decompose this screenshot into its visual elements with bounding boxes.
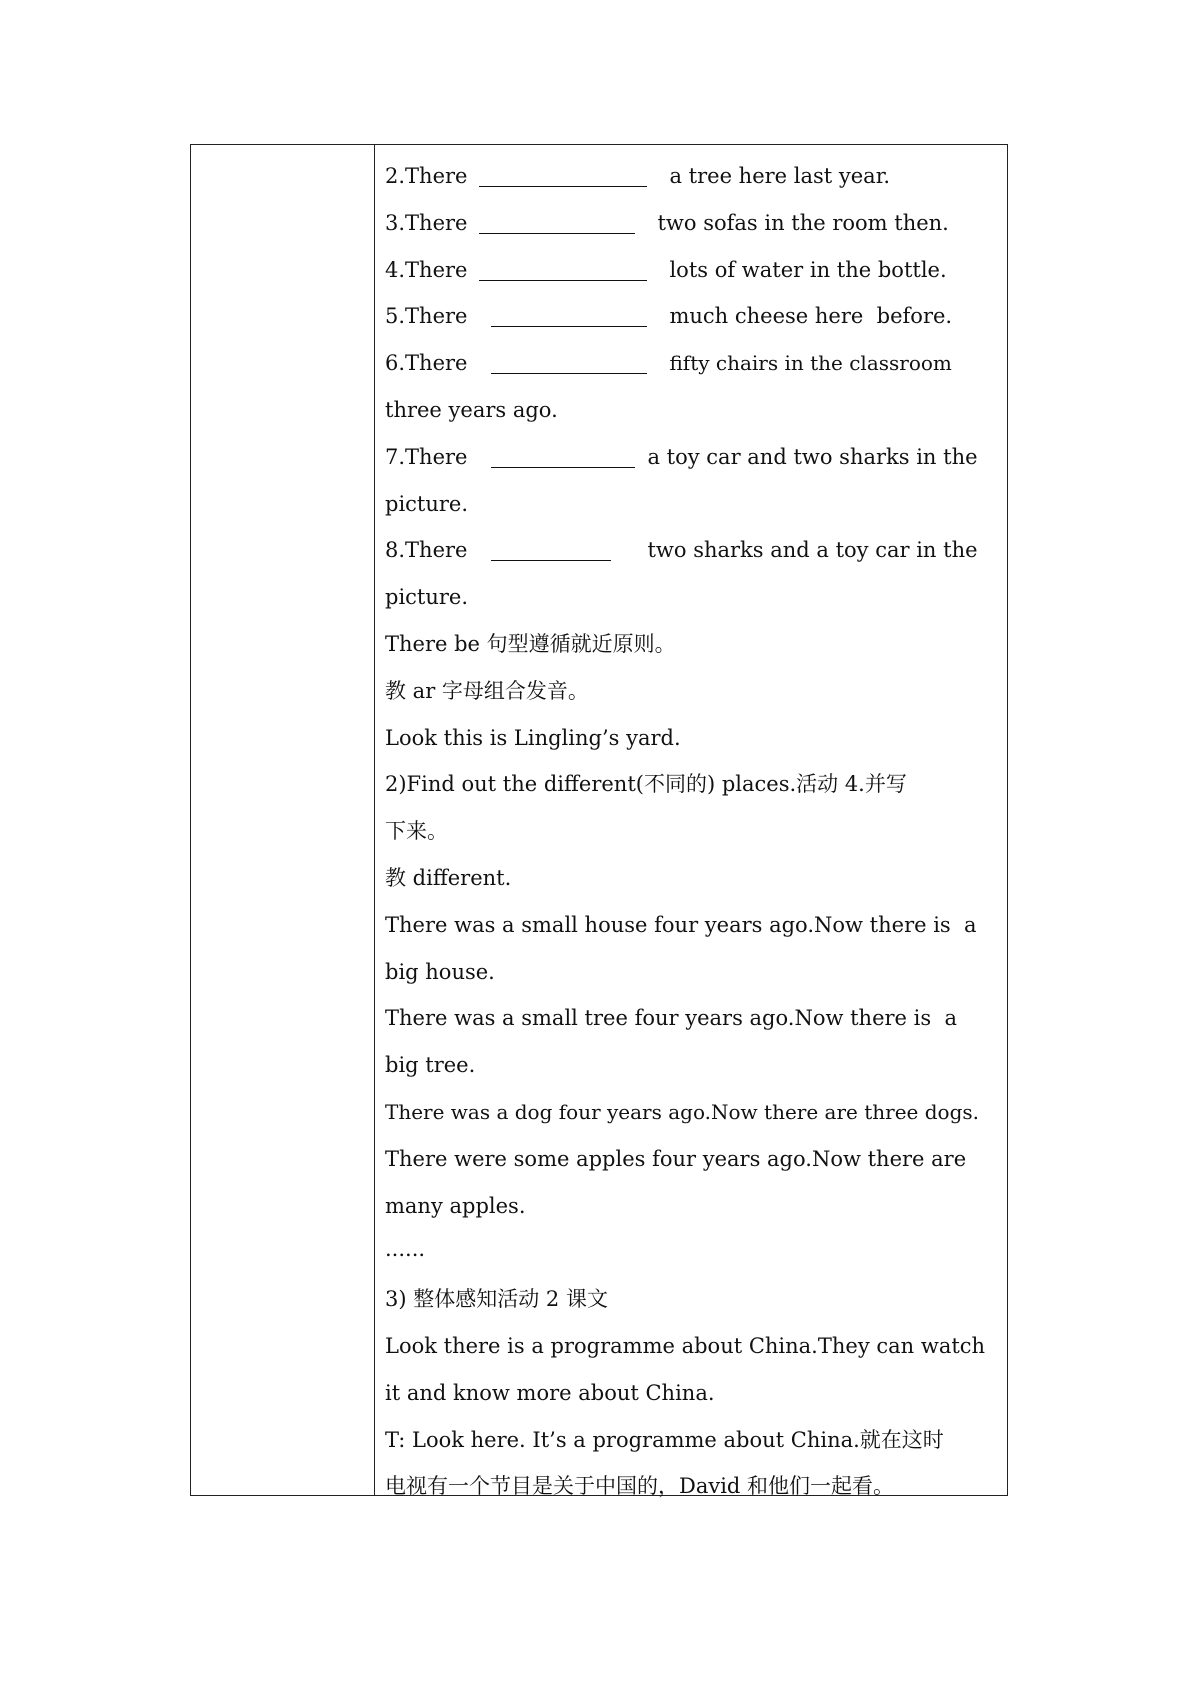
teach-different-note: 教 different. (385, 865, 512, 890)
exercise-line-8 (385, 527, 997, 574)
exercise-text: a tree here last year. (669, 164, 891, 188)
exercise-prefix: 7.There (385, 444, 468, 469)
example-dogs: There was a dog four years ago.Now there are three dogs. (385, 1099, 979, 1124)
exercise-line-7-cont: picture. (385, 491, 469, 516)
exercise-prefix: 5.There (385, 304, 468, 329)
ellipsis: ...... (385, 1237, 426, 1262)
exercise-text: much cheese here before. (669, 304, 953, 329)
teach-ar-note: 教 ar 字母组合发音。 (385, 678, 589, 703)
example-apples-cont: many apples. (385, 1193, 526, 1218)
programme-line: Look there is a programme about China.They can watch (385, 1333, 986, 1358)
example-apples: There were some apples four years ago.Now there are (385, 1146, 967, 1171)
exercise-prefix: 3.There (385, 210, 468, 235)
exercise-prefix: 6.There (385, 351, 468, 376)
exercise-line-5 (385, 293, 997, 340)
teacher-line: T: Look here. It’s a programme about China.就在这时 (385, 1427, 944, 1452)
example-tree-cont: big tree. (385, 1053, 476, 1078)
example-house: There was a small house four years ago.Now there is a (385, 912, 977, 937)
exercise-line-6 (385, 340, 997, 387)
exercise-prefix: 8.There (385, 538, 468, 563)
grammar-rule: There be 句型遵循就近原则。 (385, 631, 676, 656)
exercise-text: fifty chairs in the classroom (669, 351, 952, 376)
answer-blank (491, 345, 647, 374)
example-house-cont: big house. (385, 959, 495, 984)
exercise-prefix: 4.There (385, 257, 468, 282)
exercise-line-6-cont: three years ago. (385, 397, 558, 422)
left-column (191, 145, 375, 1495)
exercise-text: a toy car and two sharks in the (647, 444, 978, 469)
content-cell (375, 145, 1007, 1499)
exercise-line-2 (385, 153, 997, 200)
answer-blank (479, 158, 647, 187)
answer-blank (491, 298, 647, 327)
find-differences-line: 2)Find out the different(不同的) places.活动 4.并写 (385, 772, 907, 797)
teacher-line-cont: 电视有一个节目是关于中国的，David 和他们一起看。 (385, 1474, 895, 1499)
exercise-line-4 (385, 247, 997, 294)
answer-blank (479, 252, 647, 281)
exercise-line-8-cont: picture. (385, 585, 469, 610)
example-tree: There was a small tree four years ago.Now there is a (385, 1006, 958, 1031)
exercise-line-3 (385, 200, 997, 247)
programme-line-cont: it and know more about China. (385, 1380, 715, 1405)
exercise-text: two sharks and a toy car in the (647, 538, 978, 563)
exercise-prefix: 2.There (385, 164, 468, 188)
answer-blank (491, 532, 611, 561)
exercise-text: lots of water in the bottle. (669, 257, 947, 282)
answer-blank (491, 439, 635, 468)
step-3-heading: 3) 整体感知活动 2 课文 (385, 1287, 608, 1312)
lesson-table (190, 144, 1008, 1499)
find-differences-line-cont: 下来。 (385, 819, 448, 844)
exercise-text: two sofas in the room then. (657, 210, 949, 235)
look-yard-line: Look this is Lingling’s yard. (385, 725, 681, 750)
answer-blank (479, 205, 635, 234)
exercise-line-7 (385, 434, 997, 481)
